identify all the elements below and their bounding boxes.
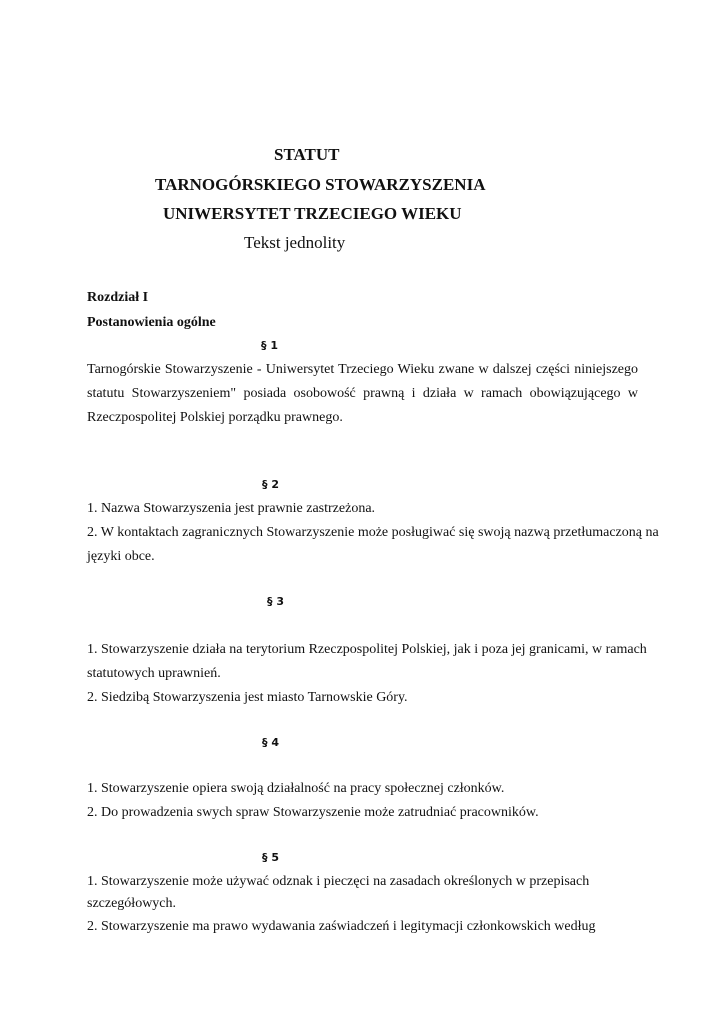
section-3-heading: § 3 bbox=[267, 595, 284, 608]
chapter-name: Postanowienia ogólne bbox=[87, 315, 216, 330]
section-5-line-1: 1. Stowarzyszenie może używać odznak i pieczęci na zasadach określonych w przepisach bbox=[87, 874, 590, 889]
section-5-line-2: szczegółowych. bbox=[87, 896, 177, 911]
document-subtitle: Tekst jednolity bbox=[244, 233, 346, 252]
section-5-line-3: 2. Stowarzyszenie ma prawo wydawania zaświadczeń i legitymacji członkowskich według bbox=[87, 919, 596, 934]
section-4-line-1: 1. Stowarzyszenie opiera swoją działalność na pracy społecznej członków. bbox=[87, 781, 505, 796]
section-4-heading: § 4 bbox=[262, 736, 279, 749]
section-3-line-1: 1. Stowarzyszenie działa na terytorium Rzeczpospolitej Polskiej, jak i poza jej granicami, w ramach bbox=[87, 642, 647, 657]
section-5-heading: § 5 bbox=[262, 851, 279, 864]
document-title: STATUT bbox=[274, 145, 340, 164]
section-1-line-3: Rzeczpospolitej Polskiej porządku prawnego. bbox=[87, 410, 343, 425]
section-2-line-1: 1. Nazwa Stowarzyszenia jest prawnie zastrzeżona. bbox=[87, 501, 376, 516]
chapter-number: Rozdział I bbox=[87, 290, 149, 305]
document-title-line-3: UNIWERSYTET TRZECIEGO WIEKU bbox=[163, 204, 462, 223]
section-2-line-3: języki obce. bbox=[87, 549, 155, 564]
section-4-line-2: 2. Do prowadzenia swych spraw Stowarzyszenie może zatrudniać pracowników. bbox=[87, 805, 539, 820]
section-1-heading: § 1 bbox=[261, 339, 278, 352]
document-title-line-2: TARNOGÓRSKIEGO STOWARZYSZENIA bbox=[155, 175, 486, 194]
section-3-line-2: statutowych uprawnień. bbox=[87, 666, 221, 681]
section-2-heading: § 2 bbox=[262, 478, 279, 491]
section-2-line-2: 2. W kontaktach zagranicznych Stowarzyszenie może posługiwać się swoją nazwą przetłumaczoną na bbox=[87, 525, 659, 540]
section-1-line-2: statutu Stowarzyszeniem" posiada osobowość prawną i działa w ramach obowiązującego w bbox=[87, 386, 638, 401]
section-3-line-3: 2. Siedzibą Stowarzyszenia jest miasto Tarnowskie Góry. bbox=[87, 690, 408, 705]
section-1-line-1: Tarnogórskie Stowarzyszenie - Uniwersytet Trzeciego Wieku zwane w dalszej części niniejszego bbox=[87, 362, 638, 377]
